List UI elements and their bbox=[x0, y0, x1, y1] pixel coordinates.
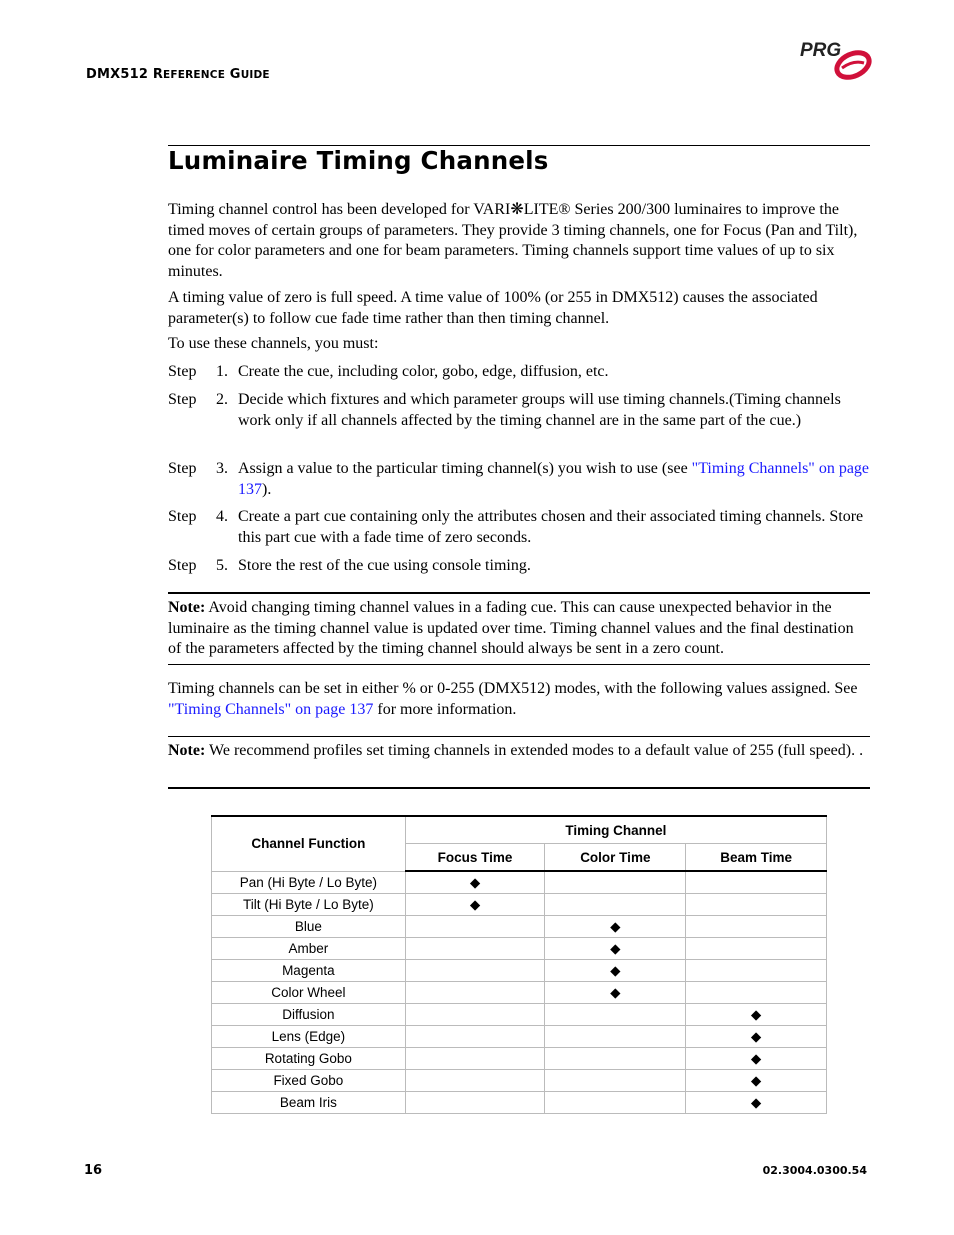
intro-paragraph: Timing channel control has been developed for VARI❋LITE® Series 200/300 luminaires to improve the timed moves of certain groups of parameters. They provide 3 timing channels, one for Focus (Pan and Tilt), one for color parameters and one for beam parameters. Timing channels support time values of up to six minutes. bbox=[168, 201, 858, 280]
timing-cell bbox=[405, 960, 545, 982]
channel-function-cell: Fixed Gobo bbox=[212, 1070, 406, 1092]
diamond-mark-icon: ◆ bbox=[610, 984, 621, 1000]
note-rule bbox=[168, 787, 870, 789]
timing-cell bbox=[545, 871, 686, 894]
timing-cell bbox=[686, 1092, 827, 1114]
timing-cell bbox=[405, 916, 545, 938]
timing-cell bbox=[545, 982, 686, 1004]
diamond-mark-icon: ◆ bbox=[610, 918, 621, 934]
svg-text:PRG: PRG bbox=[800, 40, 842, 61]
header-channel-function: Channel Function bbox=[212, 816, 406, 871]
timing-cell bbox=[545, 1004, 686, 1026]
table-row bbox=[212, 960, 827, 982]
timing-cell bbox=[686, 1070, 827, 1092]
timing-cell bbox=[405, 1092, 545, 1114]
diamond-mark-icon: ◆ bbox=[469, 874, 481, 890]
diamond-mark-icon: ◆ bbox=[610, 962, 621, 978]
paragraph: Timing channels can be set in either % or 0-255 (DMX512) modes, with the following values assigned. See "Timing Channels" on page 137 for more information. bbox=[168, 680, 858, 718]
page-title: Luminaire Timing Channels bbox=[168, 146, 549, 175]
timing-cell bbox=[405, 1070, 545, 1092]
step-1: Step 1. Create the cue, including color, gobo, edge, diffusion, etc. bbox=[168, 363, 609, 380]
timing-cell bbox=[686, 916, 827, 938]
table-row bbox=[212, 1004, 827, 1026]
timing-cell bbox=[686, 1048, 827, 1070]
channel-function-cell: Lens (Edge) bbox=[212, 1026, 406, 1048]
header-beam-time: Beam Time bbox=[686, 844, 827, 872]
note-2: Note: We recommend profiles set timing channels in extended modes to a default value of 255 (full speed). . bbox=[168, 742, 864, 759]
timing-channels-link[interactable]: "Timing Channels" on page 137 bbox=[238, 460, 870, 498]
note-rule bbox=[168, 736, 870, 737]
timing-cell bbox=[405, 1004, 545, 1026]
note-1: Note: Avoid changing timing channel values in a fading cue. This can cause unexpected behavior in the luminaire as the timing channel value is updated over time. Timing channel values and the final destination of the parameters affected by the timing channel should always be sent in a zero count. bbox=[168, 599, 854, 657]
diamond-mark-icon: ◆ bbox=[750, 1028, 762, 1044]
channel-function-cell: Magenta bbox=[212, 960, 406, 982]
channel-function-cell: Rotating Gobo bbox=[212, 1048, 406, 1070]
timing-cell bbox=[686, 1004, 827, 1026]
diamond-mark-icon: ◆ bbox=[610, 940, 621, 956]
document-number: 02.3004.0300.54 bbox=[762, 1164, 867, 1177]
paragraph: To use these channels, you must: bbox=[168, 335, 379, 352]
channel-function-cell: Tilt (Hi Byte / Lo Byte) bbox=[212, 894, 406, 916]
table-row bbox=[212, 1070, 827, 1092]
timing-cell bbox=[545, 1026, 686, 1048]
timing-cell bbox=[405, 982, 545, 1004]
table-row bbox=[212, 894, 827, 916]
header-focus-time: Focus Time bbox=[405, 844, 545, 872]
table-row bbox=[212, 871, 827, 894]
timing-cell bbox=[686, 938, 827, 960]
timing-cell bbox=[686, 982, 827, 1004]
diamond-mark-icon: ◆ bbox=[750, 1050, 762, 1066]
timing-cell bbox=[545, 894, 686, 916]
timing-cell bbox=[545, 938, 686, 960]
timing-cell bbox=[545, 1092, 686, 1114]
channel-function-cell: Pan (Hi Byte / Lo Byte) bbox=[212, 871, 406, 894]
diamond-mark-icon: ◆ bbox=[750, 1094, 762, 1110]
timing-cell bbox=[545, 960, 686, 982]
table-row bbox=[212, 1092, 827, 1114]
table-row bbox=[212, 938, 827, 960]
prg-logo bbox=[798, 38, 873, 82]
table-row bbox=[212, 1026, 827, 1048]
header-color-time: Color Time bbox=[545, 844, 686, 872]
timing-cell bbox=[545, 1070, 686, 1092]
table-row bbox=[212, 916, 827, 938]
table-row bbox=[212, 1048, 827, 1070]
step-4: Step 4. Create a part cue containing only the attributes chosen and their associated timing channels. Store this part cue with a fade time of zero seconds. bbox=[168, 508, 864, 546]
diamond-mark-icon: ◆ bbox=[750, 1006, 762, 1022]
step-2: Step 2. Decide which fixtures and which parameter groups will use timing channels.(Timing channels work only if all channels affected by the timing channel are in the same part of the cue.) bbox=[168, 391, 841, 429]
running-header: DMX512 REFERENCE GUIDE bbox=[86, 67, 270, 82]
channel-function-cell: Diffusion bbox=[212, 1004, 406, 1026]
note-rule bbox=[168, 664, 870, 665]
timing-cell bbox=[405, 1026, 545, 1048]
note-rule bbox=[168, 592, 870, 594]
page-number: 16 bbox=[84, 1163, 103, 1178]
channel-function-cell: Color Wheel bbox=[212, 982, 406, 1004]
timing-cell bbox=[686, 871, 827, 894]
timing-cell bbox=[686, 894, 827, 916]
channel-function-cell: Beam Iris bbox=[212, 1092, 406, 1114]
timing-cell bbox=[405, 938, 545, 960]
paragraph: A timing value of zero is full speed. A time value of 100% (or 255 in DMX512) causes the associated parameter(s) to follow cue fade time rather than then timing channel. bbox=[168, 289, 818, 327]
step-5: Step 5. Store the rest of the cue using console timing. bbox=[168, 557, 531, 574]
table-row bbox=[212, 982, 827, 1004]
timing-cell bbox=[545, 1048, 686, 1070]
timing-cell bbox=[405, 871, 545, 894]
timing-cell bbox=[545, 916, 686, 938]
channel-function-cell: Amber bbox=[212, 938, 406, 960]
diamond-mark-icon: ◆ bbox=[750, 1072, 762, 1088]
header-timing-channel: Timing Channel bbox=[405, 816, 826, 844]
timing-channel-table bbox=[211, 815, 827, 1114]
timing-cell bbox=[405, 894, 545, 916]
timing-cell bbox=[405, 1048, 545, 1070]
timing-cell bbox=[686, 960, 827, 982]
diamond-mark-icon: ◆ bbox=[469, 896, 481, 912]
timing-cell bbox=[686, 1026, 827, 1048]
channel-function-cell: Blue bbox=[212, 916, 406, 938]
step-3: Step 3. Assign a value to the particular timing channel(s) you wish to use (see "Timing Channels" on page 137). bbox=[168, 460, 870, 498]
timing-channels-link[interactable]: "Timing Channels" on page 137 bbox=[168, 700, 374, 718]
